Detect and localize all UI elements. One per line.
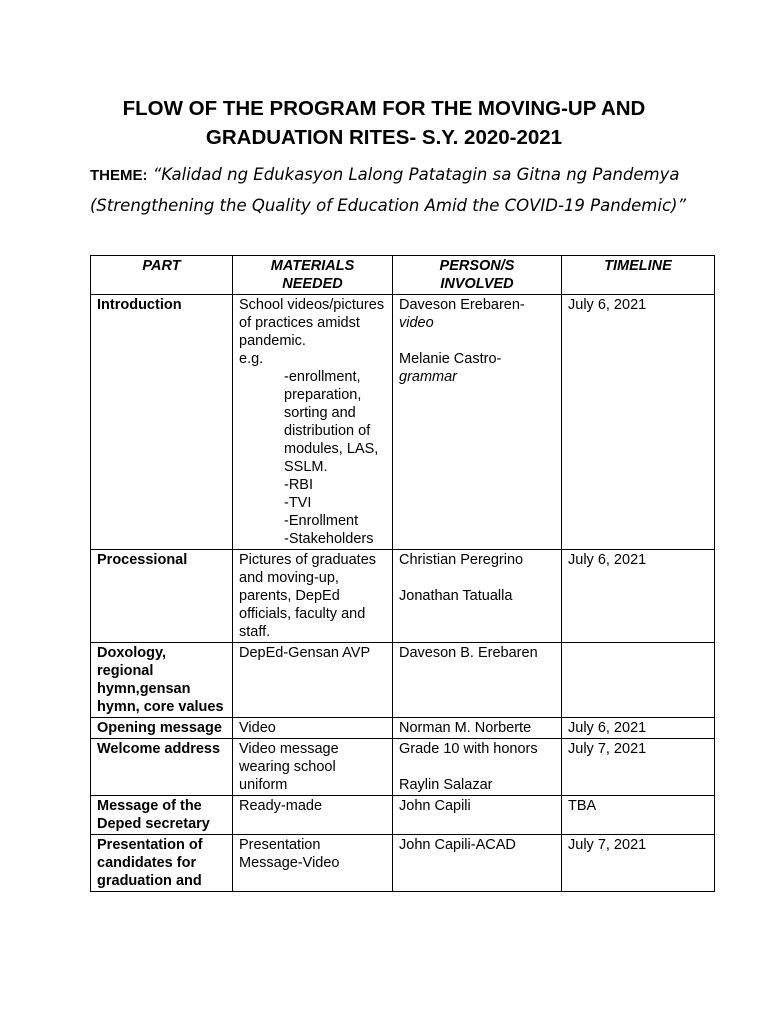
timeline-cell: July 6, 2021 bbox=[562, 295, 715, 550]
materials-item: -Enrollment bbox=[284, 513, 359, 529]
persons-cell: Daveson B. Erebaren bbox=[393, 643, 562, 718]
header-persons: PERSON/S INVOLVED bbox=[393, 256, 562, 295]
theme-label: THEME: bbox=[90, 167, 148, 184]
persons-cell: Norman M. Norberte bbox=[393, 718, 562, 739]
program-table bbox=[90, 255, 715, 892]
table-row bbox=[91, 739, 715, 796]
table-row bbox=[91, 796, 715, 835]
persons-cell: Daveson Erebaren- video Melanie Castro- grammar bbox=[393, 295, 562, 550]
header-timeline: TIMELINE bbox=[562, 256, 715, 295]
table-row bbox=[91, 835, 715, 892]
timeline-cell: July 6, 2021 bbox=[562, 550, 715, 643]
document-title bbox=[60, 94, 708, 152]
materials-item: -enrollment, preparation, sorting and distribution of modules, LAS, SSLM. bbox=[284, 369, 379, 475]
part-cell: Processional bbox=[91, 550, 233, 643]
persons-cell: Grade 10 with honors Raylin Salazar bbox=[393, 739, 562, 796]
theme-statement bbox=[90, 160, 730, 221]
materials-item: -Stakeholders bbox=[284, 531, 374, 547]
header-materials: MATERIALS NEEDED bbox=[233, 256, 393, 295]
timeline-cell: July 6, 2021 bbox=[562, 718, 715, 739]
table-row bbox=[91, 718, 715, 739]
timeline-cell: TBA bbox=[562, 796, 715, 835]
part-cell: Opening message bbox=[91, 718, 233, 739]
persons-cell: John Capili bbox=[393, 796, 562, 835]
part-cell: Introduction bbox=[91, 295, 233, 550]
theme-line-1: “Kalidad ng Edukasyon Lalong Patatagin sa Gitna ng Pandemya bbox=[152, 165, 680, 184]
timeline-cell: July 7, 2021 bbox=[562, 835, 715, 892]
part-cell: Doxology, regional hymn,gensan hymn, core values bbox=[91, 643, 233, 718]
timeline-cell: July 7, 2021 bbox=[562, 739, 715, 796]
table-row bbox=[91, 295, 715, 550]
table-header-row bbox=[91, 256, 715, 295]
materials-cell: Presentation Message-Video bbox=[233, 835, 393, 892]
persons-cell: John Capili-ACAD bbox=[393, 835, 562, 892]
table-row bbox=[91, 550, 715, 643]
theme-line-2: (Strengthening the Quality of Education Amid the COVID-19 Pandemic)” bbox=[90, 196, 687, 215]
header-part: PART bbox=[91, 256, 233, 295]
timeline-cell bbox=[562, 643, 715, 718]
title-line-1: FLOW OF THE PROGRAM FOR THE MOVING-UP AND bbox=[122, 97, 646, 120]
materials-item: -RBI bbox=[284, 477, 313, 493]
part-cell: Message of the Deped secretary bbox=[91, 796, 233, 835]
persons-cell: Christian Peregrino Jonathan Tatualla bbox=[393, 550, 562, 643]
materials-item: -TVI bbox=[284, 495, 312, 511]
materials-cell: School videos/pictures of practices amidst pandemic. e.g. -enrollment, preparation, sorting and distribution of modules, LAS, SSLM. -RBI -TVI -Enrollment -Stakeholders bbox=[233, 295, 393, 550]
materials-cell: Video bbox=[233, 718, 393, 739]
part-cell: Welcome address bbox=[91, 739, 233, 796]
table-row bbox=[91, 643, 715, 718]
title-line-2: GRADUATION RITES- S.Y. 2020-2021 bbox=[205, 126, 563, 149]
materials-cell: DepEd-Gensan AVP bbox=[233, 643, 393, 718]
part-cell: Presentation of candidates for graduation and bbox=[91, 835, 233, 892]
materials-cell: Ready-made bbox=[233, 796, 393, 835]
materials-cell: Pictures of graduates and moving-up, parents, DepEd officials, faculty and staff. bbox=[233, 550, 393, 643]
materials-cell: Video message wearing school uniform bbox=[233, 739, 393, 796]
